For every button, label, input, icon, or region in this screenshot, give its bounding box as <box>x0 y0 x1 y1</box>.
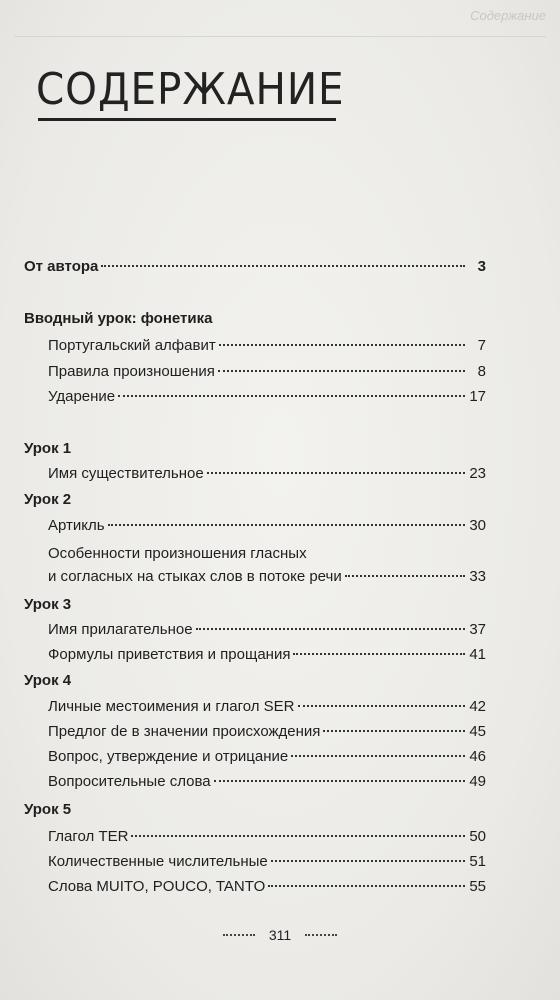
toc-entry[interactable] <box>48 852 486 871</box>
folio-ornament-right <box>305 934 337 936</box>
toc-entry-author[interactable] <box>24 257 486 276</box>
toc-entry-label: Слова MUITO, POUCO, TANTO <box>48 878 266 895</box>
dot-leader <box>131 835 465 837</box>
toc-entry[interactable] <box>48 877 486 896</box>
toc-entry-label: Предлог de в значении происхождения <box>48 723 321 740</box>
toc-page-number: 8 <box>477 363 486 380</box>
toc-entry[interactable] <box>48 464 486 483</box>
title-underline <box>38 118 336 121</box>
toc-page-number: 3 <box>477 258 486 275</box>
toc-section-lesson-2: Урок 2 <box>24 491 72 508</box>
toc-page-number: 7 <box>477 337 486 354</box>
toc-entry[interactable] <box>48 362 486 381</box>
toc-section-lesson-3: Урок 3 <box>24 596 72 613</box>
dot-leader <box>118 395 465 397</box>
running-head: Содержание <box>470 8 546 23</box>
toc-entry-label: Личные местоимения и глагол SER <box>48 698 295 715</box>
page-folio <box>0 927 560 943</box>
toc-page-number: 55 <box>469 878 486 895</box>
dot-leader <box>214 780 465 782</box>
dot-leader <box>101 265 465 267</box>
dot-leader <box>271 860 465 862</box>
dot-leader <box>291 755 465 757</box>
running-head-rule <box>14 36 546 37</box>
dot-leader <box>345 575 465 577</box>
toc-section-lesson-1: Урок 1 <box>24 440 72 457</box>
toc-entry-label: Португальский алфавит <box>48 337 216 354</box>
toc-entry[interactable] <box>48 516 486 535</box>
toc-entry[interactable] <box>48 747 486 766</box>
toc-entry-label: Вопрос, утверждение и отрицание <box>48 748 289 765</box>
toc-page-number: 41 <box>469 646 486 663</box>
toc-entry-label: Формулы приветствия и прощания <box>48 646 291 663</box>
toc-page-number: 45 <box>469 723 486 740</box>
toc-entry-label: Артикль <box>48 517 105 534</box>
toc-section-lesson-4: Урок 4 <box>24 672 72 689</box>
toc-entry-label: Правила произношения <box>48 363 215 380</box>
toc-page-number: 42 <box>469 698 486 715</box>
toc-entry-label: Имя существительное <box>48 465 204 482</box>
toc-entry-multiline[interactable] <box>48 544 486 586</box>
toc-section-lesson-5: Урок 5 <box>24 801 72 818</box>
dot-leader <box>207 472 465 474</box>
toc-entry[interactable] <box>48 697 486 716</box>
folio-ornament-left <box>223 934 255 936</box>
toc-entry-line2 <box>48 567 486 586</box>
toc-entry[interactable] <box>48 722 486 741</box>
toc-entry[interactable] <box>48 336 486 355</box>
toc-entry-label: Имя прилагательное <box>48 621 193 638</box>
dot-leader <box>293 653 465 655</box>
toc-page-number: 17 <box>469 388 486 405</box>
toc-entry[interactable] <box>48 645 486 664</box>
toc-page-number: 33 <box>469 568 486 585</box>
dot-leader <box>219 344 465 346</box>
toc-section-intro: Вводный урок: фонетика <box>24 310 213 327</box>
toc-entry[interactable] <box>48 772 486 791</box>
toc-page-number: 23 <box>469 465 486 482</box>
toc-page-number: 30 <box>469 517 486 534</box>
toc-entry-label: Глагол TER <box>48 828 129 845</box>
toc-page-number: 50 <box>469 828 486 845</box>
dot-leader <box>218 370 465 372</box>
toc-page-number: 49 <box>469 773 486 790</box>
dot-leader <box>268 885 465 887</box>
dot-leader <box>323 730 465 732</box>
page-number: 311 <box>268 927 292 943</box>
page-title: СОДЕРЖАНИЕ <box>36 64 345 115</box>
toc-entry-label-line2: и согласных на стыках слов в потоке речи <box>48 568 342 585</box>
toc-entry[interactable] <box>48 620 486 639</box>
toc-page-number: 37 <box>469 621 486 638</box>
toc-entry-label: От автора <box>24 258 99 275</box>
toc-entry[interactable] <box>48 387 486 406</box>
toc-entry-label-line1: Особенности произношения гласных <box>48 545 307 562</box>
toc-entry-label: Ударение <box>48 388 116 405</box>
toc-page-number: 46 <box>469 748 486 765</box>
toc-page-number: 51 <box>469 853 486 870</box>
dot-leader <box>298 705 466 707</box>
toc-entry-label: Вопросительные слова <box>48 773 211 790</box>
toc-entry[interactable] <box>48 827 486 846</box>
dot-leader <box>196 628 465 630</box>
dot-leader <box>108 524 465 526</box>
toc-entry-label: Количественные числительные <box>48 853 268 870</box>
